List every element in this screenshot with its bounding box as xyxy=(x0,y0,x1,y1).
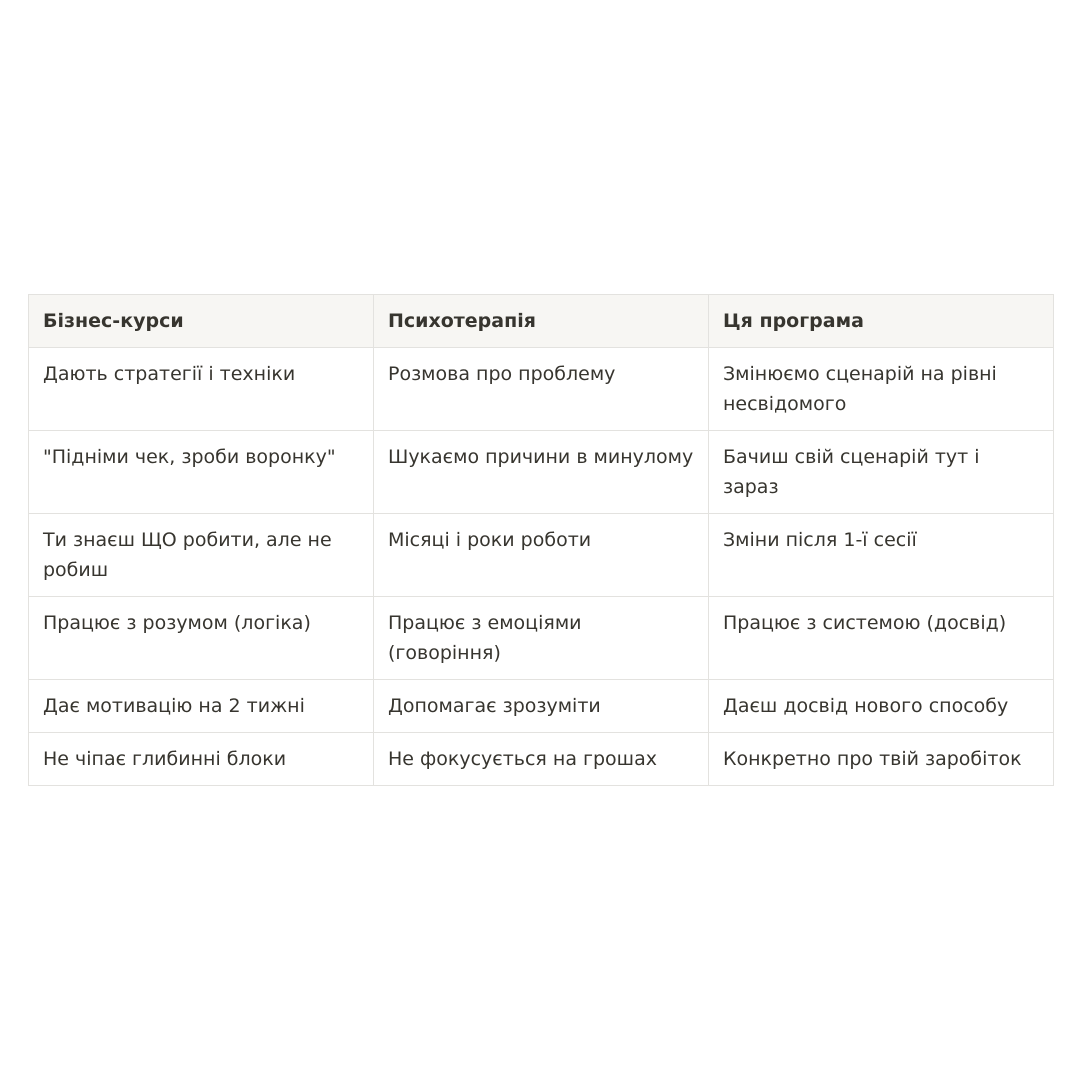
table-cell: Даєш досвід нового способу xyxy=(709,680,1054,733)
table-cell: Працює з емоціями (говоріння) xyxy=(374,597,709,680)
table-cell: Працює з розумом (логіка) xyxy=(29,597,374,680)
table-cell: Бачиш свій сценарій тут і зараз xyxy=(709,431,1054,514)
table-cell: Дає мотивацію на 2 тижні xyxy=(29,680,374,733)
header-this-program: Ця програма xyxy=(709,295,1054,348)
header-psychotherapy: Психотерапія xyxy=(374,295,709,348)
table-cell: Зміни після 1-ї сесії xyxy=(709,514,1054,597)
table-cell: Допомагає зрозуміти xyxy=(374,680,709,733)
table-cell: Розмова про проблему xyxy=(374,348,709,431)
table-cell: "Підніми чек, зроби воронку" xyxy=(29,431,374,514)
table-cell: Працює з системою (досвід) xyxy=(709,597,1054,680)
table-row xyxy=(29,348,1054,431)
table-row xyxy=(29,680,1054,733)
table-header xyxy=(29,295,1054,348)
table-row xyxy=(29,514,1054,597)
table-cell: Шукаємо причини в минулому xyxy=(374,431,709,514)
comparison-table-container xyxy=(28,294,1053,786)
table-row xyxy=(29,733,1054,786)
table-cell: Не фокусується на грошах xyxy=(374,733,709,786)
table-cell: Не чіпає глибинні блоки xyxy=(29,733,374,786)
table-row xyxy=(29,431,1054,514)
comparison-table xyxy=(28,294,1054,786)
table-body xyxy=(29,348,1054,786)
header-row xyxy=(29,295,1054,348)
table-cell: Місяці і роки роботи xyxy=(374,514,709,597)
table-row xyxy=(29,597,1054,680)
table-cell: Конкретно про твій заробіток xyxy=(709,733,1054,786)
table-cell: Ти знаєш ЩО робити, але не робиш xyxy=(29,514,374,597)
table-cell: Дають стратегії і техніки xyxy=(29,348,374,431)
header-business-courses: Бізнес-курси xyxy=(29,295,374,348)
table-cell: Змінюємо сценарій на рівні несвідомого xyxy=(709,348,1054,431)
